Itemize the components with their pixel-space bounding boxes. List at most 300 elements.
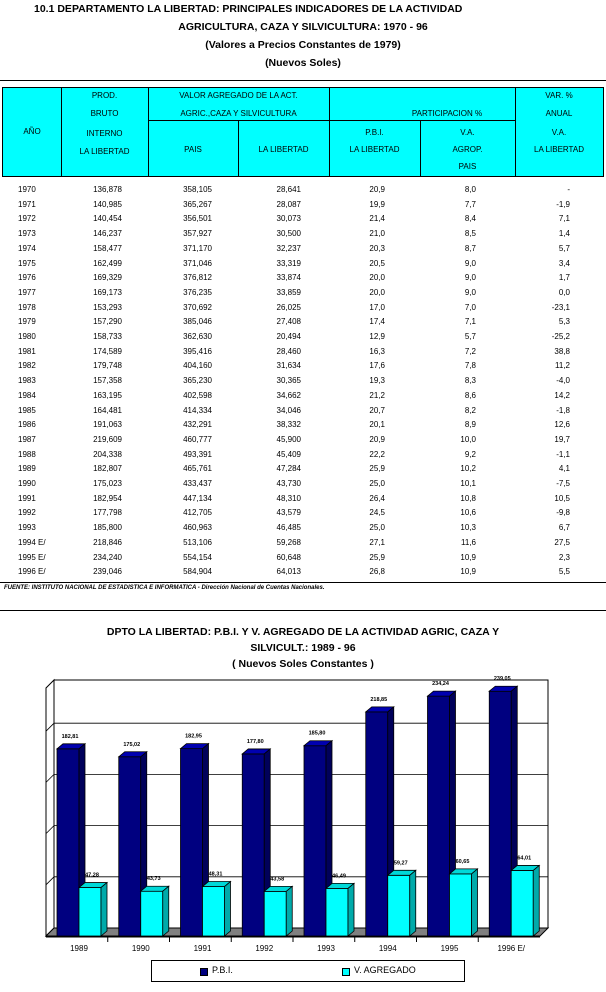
cell-va-lib: 47,284 [276, 464, 301, 474]
cell-va-lib: 45,900 [276, 434, 301, 444]
cell-prod: 219,609 [93, 434, 122, 444]
cell-anio: 1995 E/ [18, 552, 46, 562]
cell-va-pais: 365,230 [183, 376, 212, 386]
table-row [0, 184, 606, 196]
cell-anio: 1970 [18, 185, 36, 194]
cell-prod: 204,338 [93, 449, 122, 459]
cell-part-va: 7,7 [464, 199, 476, 209]
cell-var: 1,4 [558, 229, 570, 239]
header-va-lib: LA LIBERTAD [258, 145, 309, 154]
cell-anio: 1981 [18, 346, 36, 356]
cell-part-va: 8,5 [464, 229, 476, 239]
cell-var: 3,4 [558, 258, 570, 268]
data-label-va: 64,01 [517, 855, 532, 862]
table-row [0, 258, 606, 270]
table-row [0, 331, 606, 343]
cell-part-pbi: 17,6 [369, 361, 385, 371]
cell-var: 5,5 [558, 567, 570, 577]
cell-part-pbi: 22,2 [369, 449, 385, 459]
cell-prod: 182,954 [93, 493, 122, 503]
cell-var: - [567, 185, 570, 194]
x-tick-label: 1994 [378, 944, 397, 953]
data-label-va: 59,27 [393, 860, 408, 867]
cell-var: 0,0 [558, 287, 570, 297]
data-label-va: 47,28 [85, 872, 99, 879]
bar-va [141, 891, 163, 936]
cell-va-pais: 376,812 [183, 273, 212, 283]
cell-va-pais: 493,391 [183, 449, 212, 459]
data-label-va: 60,65 [455, 858, 470, 865]
table-row [0, 522, 606, 534]
table-row [0, 463, 606, 475]
cell-va-lib: 64,013 [276, 567, 301, 577]
table-row [0, 243, 606, 255]
cell-va-pais: 432,291 [183, 420, 212, 430]
cell-va-pais: 412,705 [183, 508, 212, 518]
cell-va-lib: 30,365 [276, 376, 301, 386]
table-row [0, 478, 606, 490]
cell-va-lib: 60,648 [276, 552, 301, 562]
cell-va-pais: 358,105 [183, 185, 212, 194]
cell-anio: 1979 [18, 317, 36, 327]
cell-part-pbi: 20,9 [369, 185, 385, 194]
cell-part-va: 8,4 [464, 214, 476, 224]
cell-va-lib: 30,500 [276, 229, 301, 239]
header-part-va-1: V.A. [460, 128, 475, 137]
cell-va-lib: 38,332 [276, 420, 301, 430]
cell-va-lib: 28,087 [276, 199, 301, 209]
table-row [0, 316, 606, 328]
cell-prod: 169,173 [93, 287, 122, 297]
bar-pbi [366, 712, 388, 936]
bar-va [79, 888, 101, 936]
cell-va-pais: 371,170 [183, 243, 212, 253]
cell-anio: 1991 [18, 493, 36, 503]
header-part-va-2: AGROP. [452, 145, 483, 154]
cell-var: 11,2 [555, 361, 570, 371]
cell-anio: 1987 [18, 434, 36, 444]
data-label-pbi: 175,02 [123, 741, 141, 748]
cell-va-lib: 33,859 [276, 287, 301, 297]
source-note: FUENTE: INSTITUTO NACIONAL DE ESTADISTICA E INFORMATICA - Dirección Nacional de Cuentas Nacionales. [4, 585, 325, 591]
cell-part-pbi: 17,4 [369, 317, 385, 327]
cell-part-pbi: 26,4 [369, 493, 385, 503]
cell-prod: 234,240 [93, 552, 122, 562]
cell-prod: 185,800 [93, 523, 122, 533]
cell-part-va: 10,2 [460, 464, 476, 474]
cell-va-lib: 32,237 [276, 243, 301, 253]
cell-anio: 1971 [18, 199, 36, 209]
divider [0, 582, 606, 583]
cell-part-pbi: 21,4 [369, 214, 385, 224]
cell-part-pbi: 27,1 [369, 537, 385, 547]
cell-prod: 140,985 [93, 199, 122, 209]
data-label-pbi: 218,85 [370, 696, 388, 703]
bar-va-side [348, 883, 354, 936]
cell-va-lib: 46,485 [276, 523, 301, 533]
cell-var: 38,8 [554, 346, 570, 356]
header-part-va-3: PAIS [458, 162, 477, 171]
header-part-pbi-2: LA LIBERTAD [349, 145, 400, 154]
bar-va-side [101, 883, 107, 936]
cell-prod: 157,358 [93, 376, 122, 386]
bar-va-side [225, 882, 231, 936]
cell-anio: 1992 [18, 508, 36, 518]
cell-var: 19,7 [554, 434, 570, 444]
cell-va-lib: 34,662 [276, 390, 301, 400]
bar-va [450, 874, 472, 936]
x-tick-label: 1993 [317, 944, 335, 953]
cell-prod: 239,046 [93, 567, 122, 577]
cell-anio: 1978 [18, 302, 36, 312]
cell-anio: 1974 [18, 243, 36, 253]
cell-va-lib: 43,579 [276, 508, 301, 518]
table-row [0, 272, 606, 284]
table-row [0, 537, 606, 549]
cell-va-lib: 27,408 [276, 317, 301, 327]
header-participacion: PARTICIPACION % [411, 109, 483, 118]
cell-part-va: 9,0 [464, 287, 476, 297]
bar-va [326, 888, 348, 936]
bar-va-side [163, 886, 169, 936]
divider [0, 80, 606, 81]
cell-va-lib: 34,046 [276, 405, 301, 415]
cell-va-lib: 28,641 [276, 185, 301, 194]
chart-title-2: SILVICULT.: 1989 - 96 [250, 642, 356, 654]
cell-var: 12,6 [554, 420, 570, 430]
cell-va-lib: 20,494 [276, 332, 301, 341]
cell-prod: 158,733 [93, 332, 122, 341]
cell-part-va: 8,6 [464, 390, 476, 400]
cell-part-pbi: 24,5 [369, 508, 385, 518]
data-label-va: 43,73 [146, 876, 161, 883]
cell-va-pais: 465,761 [183, 464, 212, 474]
cell-va-pais: 414,334 [183, 405, 212, 415]
cell-anio: 1982 [18, 361, 36, 371]
cell-var: -9,8 [556, 508, 570, 518]
cell-part-pbi: 21,0 [369, 229, 385, 239]
bar-va [388, 875, 410, 936]
cell-va-lib: 30,073 [276, 214, 301, 224]
x-tick-label: 1989 [70, 944, 88, 953]
table-row [0, 228, 606, 240]
cell-part-va: 10,8 [460, 493, 476, 503]
cell-prod: 177,798 [93, 508, 122, 518]
bar-va [203, 887, 225, 936]
cell-var: -1,9 [556, 199, 570, 209]
cell-va-pais: 460,777 [183, 434, 212, 444]
cell-part-va: 10,9 [460, 552, 476, 562]
cell-va-lib: 43,730 [276, 479, 301, 488]
cell-var: 5,3 [558, 317, 570, 327]
cell-part-va: 7,1 [464, 317, 476, 327]
cell-anio: 1977 [18, 287, 36, 297]
cell-part-va: 10,0 [460, 434, 476, 444]
table-row [0, 199, 606, 211]
cell-part-pbi: 19,9 [369, 199, 385, 209]
cell-va-pais: 433,437 [183, 479, 212, 488]
cell-va-pais: 395,416 [183, 346, 212, 356]
bar-pbi [428, 696, 450, 936]
cell-var: 7,1 [558, 214, 570, 224]
legend-label-va: V. AGREGADO [354, 965, 416, 975]
cell-va-pais: 404,160 [183, 361, 212, 371]
table-row [0, 419, 606, 431]
x-tick-label: 1990 [131, 944, 150, 953]
cell-var: 1,7 [558, 273, 570, 283]
cell-part-pbi: 20,3 [369, 243, 385, 253]
cell-anio: 1973 [18, 229, 36, 239]
cell-va-pais: 460,963 [183, 523, 212, 533]
cell-prod: 164,481 [93, 405, 122, 415]
cell-part-pbi: 26,8 [369, 567, 385, 577]
cell-va-pais: 362,630 [183, 332, 212, 341]
bar-va-side [533, 865, 539, 936]
cell-va-pais: 371,046 [183, 258, 212, 268]
cell-va-pais: 513,106 [183, 537, 212, 547]
cell-va-lib: 33,319 [276, 258, 301, 268]
header-prod-1: PROD. [91, 91, 118, 100]
cell-part-va: 7,0 [464, 302, 476, 312]
bar-va [264, 891, 286, 936]
header-va-pais: PAIS [184, 145, 202, 154]
bar-pbi [489, 691, 511, 936]
cell-part-va: 11,6 [461, 537, 476, 547]
x-tick-label: 1992 [255, 944, 274, 953]
header-part-pbi-1: P.B.I. [365, 128, 384, 137]
data-label-va: 48,31 [208, 871, 223, 878]
table-row [0, 405, 606, 417]
cell-prod: 162,499 [93, 258, 122, 268]
cell-va-pais: 356,501 [183, 214, 212, 224]
cell-var: -23,1 [551, 302, 570, 312]
cell-va-lib: 26,025 [276, 302, 301, 312]
title-line-2: AGRICULTURA, CAZA Y SILVICULTURA: 1970 - 96 [178, 21, 428, 33]
header-prod-3: INTERNO [86, 129, 123, 138]
cell-part-va: 8,0 [464, 185, 476, 194]
table-header [2, 87, 604, 177]
cell-part-va: 8,3 [464, 376, 476, 386]
table-row [0, 449, 606, 461]
data-label-va: 43,58 [270, 876, 285, 883]
header-prod-2: BRUTO [90, 109, 119, 118]
cell-var: -7,5 [556, 479, 570, 488]
cell-prod: 179,748 [93, 361, 122, 371]
cell-anio: 1993 [18, 523, 36, 533]
bar-pbi [57, 749, 79, 936]
cell-part-pbi: 20,9 [369, 434, 385, 444]
cell-var: 10,5 [554, 493, 570, 503]
header-va-group-1: VALOR AGREGADO DE LA ACT. [179, 91, 298, 100]
cell-part-va: 5,7 [464, 332, 476, 341]
table-row [0, 346, 606, 358]
x-tick-label: 1991 [193, 944, 212, 953]
bar-va [511, 870, 533, 936]
cell-part-va: 8,7 [464, 243, 476, 253]
chart-title-3: ( Nuevos Soles Constantes ) [232, 658, 374, 670]
bar-va-side [472, 869, 478, 936]
cell-var: 5,7 [558, 243, 570, 253]
cell-anio: 1994 E/ [18, 537, 46, 547]
chart-legend [151, 960, 465, 982]
bar-chart [0, 670, 606, 960]
cell-va-pais: 554,154 [183, 552, 212, 562]
table-row [0, 213, 606, 225]
cell-part-va: 10,3 [460, 523, 476, 533]
table-row [0, 360, 606, 372]
cell-anio: 1985 [18, 405, 36, 415]
cell-va-lib: 59,268 [276, 537, 301, 547]
cell-va-pais: 376,235 [183, 287, 212, 297]
cell-prod: 182,807 [93, 464, 122, 474]
header-var-2: ANUAL [545, 109, 573, 118]
cell-va-pais: 402,598 [183, 390, 212, 400]
cell-anio: 1976 [18, 273, 36, 283]
title-line-4: (Nuevos Soles) [265, 57, 341, 69]
cell-var: -25,2 [551, 332, 570, 341]
cell-anio: 1972 [18, 214, 36, 224]
cell-var: -4,0 [556, 376, 570, 386]
cell-part-pbi: 17,0 [369, 302, 385, 312]
cell-part-pbi: 20,0 [369, 273, 385, 283]
cell-part-pbi: 20,5 [369, 258, 385, 268]
header-prod-4: LA LIBERTAD [79, 147, 130, 156]
chart-side-wall [46, 680, 54, 936]
cell-anio: 1988 [18, 449, 36, 459]
cell-va-lib: 48,310 [276, 493, 301, 503]
cell-var: 27,5 [554, 537, 570, 547]
legend-label-pbi: P.B.I. [212, 965, 233, 975]
table-row [0, 566, 606, 578]
cell-prod: 175,023 [93, 479, 122, 488]
cell-part-pbi: 20,1 [369, 420, 385, 430]
cell-va-pais: 385,046 [183, 317, 212, 327]
cell-part-pbi: 25,0 [369, 479, 385, 488]
cell-va-lib: 31,634 [276, 361, 301, 371]
title-line-3: (Valores a Precios Constantes de 1979) [205, 39, 401, 51]
table-row [0, 287, 606, 299]
cell-part-pbi: 19,3 [369, 376, 385, 386]
table-row [0, 493, 606, 505]
cell-part-pbi: 20,7 [369, 405, 385, 415]
cell-part-va: 10,1 [460, 479, 476, 488]
cell-part-pbi: 16,3 [369, 346, 385, 356]
cell-prod: 191,063 [93, 420, 122, 430]
cell-anio: 1975 [18, 258, 36, 268]
cell-anio: 1986 [18, 420, 36, 430]
cell-va-pais: 584,904 [183, 567, 212, 577]
cell-var: -1,1 [556, 449, 570, 459]
header-va-group-2: AGRIC.,CAZA Y SILVICULTURA [180, 109, 297, 118]
cell-va-lib: 28,460 [276, 346, 301, 356]
bar-va-side [410, 870, 416, 936]
cell-part-va: 7,8 [464, 361, 476, 371]
title-line-1: 10.1 DEPARTAMENTO LA LIBERTAD: PRINCIPALES INDICADORES DE LA ACTIVIDAD [34, 3, 463, 15]
cell-var: 2,3 [558, 552, 570, 562]
cell-prod: 174,589 [93, 346, 122, 356]
cell-prod: 169,329 [93, 273, 122, 283]
cell-part-va: 9,2 [464, 449, 476, 459]
cell-prod: 146,237 [93, 229, 122, 239]
cell-part-va: 7,2 [464, 346, 476, 356]
table-row [0, 302, 606, 314]
cell-prod: 218,846 [93, 537, 122, 547]
cell-part-va: 9,0 [464, 273, 476, 283]
cell-var: 6,7 [558, 523, 570, 533]
cell-va-pais: 370,692 [183, 302, 212, 312]
header-anio: AÑO [23, 127, 41, 136]
table-row [0, 375, 606, 387]
legend-swatch-va [342, 968, 350, 976]
cell-part-va: 10,9 [460, 567, 476, 577]
cell-part-va: 10,6 [460, 508, 476, 518]
bar-pbi [304, 746, 326, 936]
table-row [0, 434, 606, 446]
chart-title-1: DPTO LA LIBERTAD: P.B.I. Y V. AGREGADO DE LA ACTIVIDAD AGRIC, CAZA Y [106, 626, 500, 638]
data-label-pbi: 239,05 [493, 676, 511, 683]
cell-prod: 163,195 [93, 390, 122, 400]
header-var-4: LA LIBERTAD [534, 145, 584, 154]
cell-anio: 1990 [18, 479, 36, 488]
cell-prod: 153,293 [93, 302, 122, 312]
cell-va-pais: 357,927 [183, 229, 212, 239]
cell-va-pais: 447,134 [183, 493, 212, 503]
data-label-pbi: 177,80 [246, 738, 264, 745]
header-var-3: V.A. [551, 128, 567, 137]
cell-prod: 140,454 [93, 214, 122, 224]
data-label-pbi: 234,24 [432, 681, 449, 688]
table-row [0, 552, 606, 564]
cell-anio: 1996 E/ [18, 567, 46, 577]
cell-prod: 157,290 [93, 317, 122, 327]
bar-va-side [286, 886, 292, 936]
cell-var: 4,1 [558, 464, 570, 474]
data-label-pbi: 182,95 [185, 733, 202, 740]
cell-part-pbi: 20,0 [369, 287, 385, 297]
cell-part-pbi: 21,2 [369, 390, 385, 400]
cell-part-pbi: 25,9 [369, 552, 385, 562]
bar-pbi [119, 757, 141, 936]
header-var-1: VAR. % [545, 91, 573, 100]
cell-part-pbi: 25,9 [369, 464, 385, 474]
cell-part-va: 9,0 [464, 258, 476, 268]
cell-var: 14,2 [554, 390, 570, 400]
bar-pbi [181, 749, 203, 936]
cell-va-lib: 33,874 [276, 273, 301, 283]
cell-var: -1,8 [556, 405, 570, 415]
cell-prod: 158,477 [93, 243, 122, 253]
cell-prod: 136,878 [93, 185, 122, 194]
cell-part-pbi: 25,0 [369, 523, 385, 533]
cell-anio: 1983 [18, 376, 36, 386]
cell-anio: 1984 [18, 390, 36, 400]
bar-pbi [242, 754, 264, 936]
cell-part-va: 8,9 [464, 420, 476, 430]
page-title [0, 0, 606, 72]
divider [0, 610, 606, 611]
cell-part-va: 8,2 [464, 405, 476, 415]
data-label-va: 46,49 [332, 873, 346, 880]
legend-swatch-pbi [200, 968, 208, 976]
cell-anio: 1980 [18, 332, 36, 341]
cell-va-pais: 365,267 [183, 199, 212, 209]
cell-part-pbi: 12,9 [369, 332, 385, 341]
cell-va-lib: 45,409 [276, 449, 301, 459]
x-tick-label: 1995 [440, 944, 459, 953]
cell-anio: 1989 [18, 464, 36, 474]
x-tick-label: 1996 E/ [497, 944, 526, 953]
data-label-pbi: 182,81 [61, 733, 79, 740]
